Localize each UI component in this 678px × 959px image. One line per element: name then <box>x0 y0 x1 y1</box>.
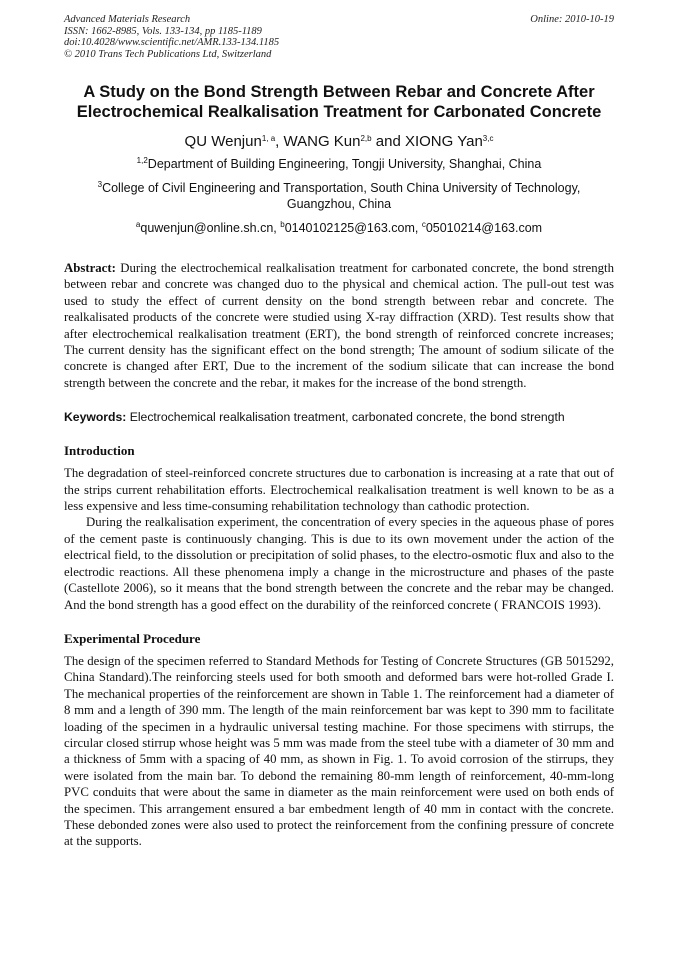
journal-header <box>64 14 614 60</box>
journal-name: Advanced Materials Research <box>64 14 191 25</box>
intro-paragraph-2: During the realkalisation experiment, the concentration of every species in the aqueous phase of pores of the cement paste is continuously changing. This is due to its own movement under the action of the electrical field, to the dissolution or precipitation of solid phases, to the electro-osmotic flux and also to the electrodic reactions. All these phenomena imply a change in the microstructure and phases of the paste (Castellote 2006), so it means that the bond strength between the concrete and the rebar may be changed. And the bond strength has a good effect on the durability of the reinforced concrete ( FRANCOIS 1993). <box>64 515 614 612</box>
intro-paragraph-1: The degradation of steel-reinforced concrete structures due to carbonation is increasing at a rate that out of the strips current rehabilitation efforts. Electrochemical realkalisation treatment is well known to be as a less expensive and less time-consuming rehabilitation technology than cathodic protection. <box>64 466 614 514</box>
keywords-label: Keywords: <box>64 410 127 425</box>
email-c-sup: c <box>421 220 426 229</box>
paper-title <box>64 82 614 122</box>
affiliation-2-line-1: College of Civil Engineering and Transportation, South China University of Technology, <box>102 181 581 195</box>
author-3-sup: 3,c <box>482 134 494 143</box>
affiliation-1-sup: 1,2 <box>136 156 148 165</box>
section-introduction-title: Introduction <box>64 443 135 459</box>
affiliation-2 <box>64 180 614 212</box>
author-1-sup: 1, a <box>261 134 276 143</box>
author-3: XIONG Yan <box>404 133 483 150</box>
title-line-1: A Study on the Bond Strength Between Rebar and Concrete After <box>83 83 595 101</box>
title-line-2: Electrochemical Realkalisation Treatment for Carbonated Concrete <box>76 103 602 121</box>
keywords <box>64 409 614 425</box>
email-b-sup: b <box>280 220 285 229</box>
doi-line: doi:10.4028/www.scientific.net/AMR.133-134.1185 <box>64 37 280 48</box>
abstract-text: During the electrochemical realkalisation treatment for carbonated concrete, the bond strength between rebar and concrete was changed duo to the physical and chemical action. The pull-out test was used to study the effect of current density on the bond strength between rebar and concrete. The realkalisated products of the concrete were studied using X-ray diffraction (XRD). Test results show that after electrochemical realkalisation treatment (ERT), the bond strength of reinforced concrete increases; The current density has the significant effect on the bond strength; The amount of sodium silicate of the concrete is changed after ERT, Due to the increment of the sodium silicate that can increase the bond strength between the concrete and the rebar, it makes for the increase of the bond strength. <box>64 261 614 390</box>
affiliation-1-text: Department of Building Engineering, Tongji University, Shanghai, China <box>147 157 542 171</box>
email-a-sup: a <box>135 220 141 229</box>
email-list <box>64 220 614 236</box>
email-a: quwenjun@online.sh.cn, <box>140 221 281 235</box>
experimental-paragraph-1: The design of the specimen referred to Standard Methods for Testing of Concrete Structures (GB 5015292, China Standard).The reinforcing steels used for both smooth and deformed bars were hot-rolled Grade I. The mechanical properties of the reinforcement are shown in Table 1. The reinforcement had a diameter of 8 mm and a length of 390 mm. The length of the main reinforcement bar was kept to 390 mm to facilitate loading of the specimen in a hydraulic universal testing machine. For those specimens with stirrups, the circular closed stirrup whose height was 5 mm was made from the steel tube with a diameter of 30 mm and a thickness of 5mm with a spacing of 40 mm, as shown in Fig. 1. To avoid corrosion of the stirrups, they were isolated from the main bar. To debond the remaining 80-mm length of reinforcement, 40-mm-long PVC conduits that were about the same in diameter as the main reinforcement were used on both ends of the specimen. This arrangement ensured a bar embedment length of 40 mm in contact with the concrete. These debonded zones were also used to protect the reinforcement from the confining pressure of concrete at the supports. <box>64 653 614 849</box>
author-2: WANG Kun <box>283 133 361 150</box>
author-sep-2: and <box>371 133 405 150</box>
author-list <box>64 132 614 152</box>
author-sep-1: , <box>275 133 284 150</box>
copyright-line: © 2010 Trans Tech Publications Ltd, Switzerland <box>64 48 272 60</box>
affiliation-2-line-2: Guangzhou, China <box>286 197 392 211</box>
paper-page <box>64 14 614 850</box>
affiliation-1 <box>64 156 614 172</box>
email-c: 05010214@163.com <box>425 221 543 235</box>
author-2-sup: 2,b <box>360 134 372 143</box>
online-date: Online: 2010-10-19 <box>530 14 614 25</box>
abstract-label: Abstract: <box>64 261 116 275</box>
issn-line: ISSN: 1662-8985, Vols. 133-134, pp 1185-1189 <box>64 25 262 37</box>
abstract <box>64 260 614 391</box>
email-b: 0140102125@163.com, <box>284 221 422 235</box>
keywords-text: Electrochemical realkalisation treatment, carbonated concrete, the bond strength <box>126 410 565 425</box>
affiliation-2-sup: 3 <box>97 180 103 189</box>
author-1: QU Wenjun <box>184 133 262 150</box>
section-experimental-title: Experimental Procedure <box>64 630 201 646</box>
